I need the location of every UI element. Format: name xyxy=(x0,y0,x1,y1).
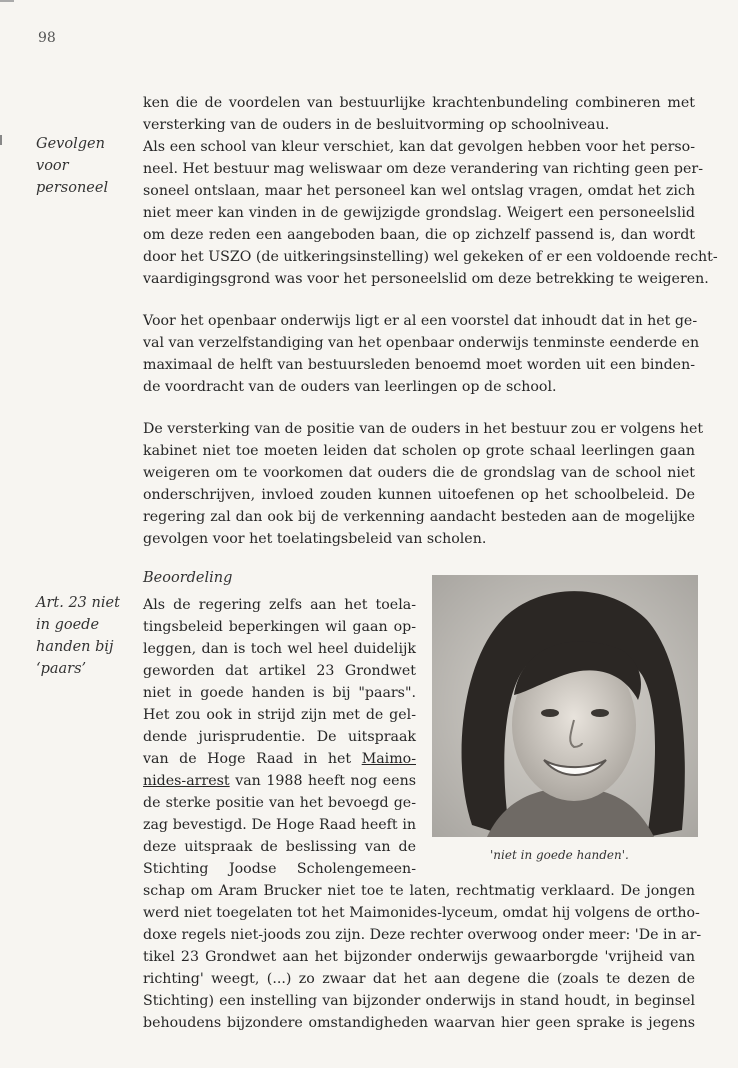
body-line: maximaal de helft van bestuursleden benoemd moet worden uit een binden- xyxy=(143,357,695,373)
body-line: zag bevestigd. De Hoge Raad heeft in xyxy=(143,817,416,833)
edge-mark xyxy=(0,135,2,145)
body-line: om deze reden een aangeboden baan, die op zichzelf passend is, dan wordt xyxy=(143,227,695,243)
body-line: door het USZO (de uitkeringsinstelling) wel gekeken of er een voldoende recht- xyxy=(143,249,718,265)
body-line: niet meer kan vinden in de gewijzigde grondslag. Weigert een personeelslid xyxy=(143,205,695,221)
margin-note-line: ‘paars’ xyxy=(36,661,87,677)
body-line: weigeren om te voorkomen dat ouders die de grondslag van de school niet xyxy=(143,465,695,481)
margin-note-line: Art. 23 niet xyxy=(36,595,120,611)
left-eye xyxy=(541,709,559,717)
body-line: richting' weegt, (...) zo zwaar dat het aan degene die (zoals te dezen de xyxy=(143,971,695,987)
page-number: 98 xyxy=(38,30,56,46)
body-line: geworden dat artikel 23 Grondwet xyxy=(143,663,416,679)
body-line: val van verzelfstandiging van het openbaar onderwijs tenminste eenderde en xyxy=(143,335,700,351)
margin-note-art23 xyxy=(36,592,128,680)
body-line: de voordracht van de ouders van leerlingen op de school. xyxy=(143,379,557,395)
body-line: Als de regering zelfs aan het toela- xyxy=(143,597,416,613)
body-line: Het zou ook in strijd zijn met de gel- xyxy=(143,707,416,723)
body-line: nides-arrest van 1988 heeft nog eens xyxy=(143,773,416,789)
margin-note-line: personeel xyxy=(36,180,109,196)
body-line: ken die de voordelen van bestuurlijke krachtenbundeling combineren met xyxy=(143,95,695,111)
body-line: De versterking van de positie van de ouders in het bestuur zou er volgens het xyxy=(143,421,704,437)
body-line: Voor het openbaar onderwijs ligt er al een voorstel dat inhoudt dat in het ge- xyxy=(143,313,698,329)
right-eye xyxy=(591,709,609,717)
body-line: doxe regels niet-joods zou zijn. Deze rechter overwoog onder meer: 'De in ar- xyxy=(143,927,702,943)
body-line: Stichting) een instelling van bijzonder onderwijs in stand houdt, in beginsel xyxy=(143,993,695,1009)
body-line: kabinet niet toe moeten leiden dat scholen op grote schaal leerlingen gaan xyxy=(143,443,695,459)
body-line: versterking van de ouders in de besluitvorming op schoolniveau. xyxy=(143,117,610,133)
body-line: schap om Aram Brucker niet toe te laten, rechtmatig verklaard. De jongen xyxy=(143,883,695,899)
body-line: Stichting Joodse Scholengemeen- xyxy=(143,861,416,877)
body-line: niet in goede handen is bij "paars". xyxy=(143,685,416,701)
photo-caption: 'niet in goede handen'. xyxy=(490,848,629,862)
crop-mark xyxy=(0,0,14,2)
body-line: soneel ontslaan, maar het personeel kan wel ontslag vragen, omdat het zich xyxy=(143,183,695,199)
margin-note-line: Gevolgen xyxy=(36,136,105,152)
body-line: onderschrijven, invloed zouden kunnen uitoefenen op het schoolbeleid. De xyxy=(143,487,695,503)
body-line: de sterke positie van het bevoegd ge- xyxy=(143,795,416,811)
margin-note-line: handen bij xyxy=(36,639,114,655)
margin-note-gevolgen xyxy=(36,133,128,199)
body-line: Als een school van kleur verschiet, kan dat gevolgen hebben voor het perso- xyxy=(143,139,695,155)
body-line: werd niet toegelaten tot het Maimonides-lyceum, omdat hij volgens de ortho- xyxy=(143,905,700,921)
body-line: vaardigingsgrond was voor het personeelslid om deze betrekking te weigeren. xyxy=(143,271,709,287)
section-subheading: Beoordeling xyxy=(143,570,233,586)
portrait-photo xyxy=(432,575,698,837)
body-line: neel. Het bestuur mag weliswaar om deze verandering van richting geen per- xyxy=(143,161,703,177)
body-line: van de Hoge Raad in het Maimo- xyxy=(143,751,416,767)
body-line: deze uitspraak de beslissing van de xyxy=(143,839,416,855)
body-line: regering zal dan ook bij de verkenning aandacht besteden aan de mogelijke xyxy=(143,509,695,525)
body-line: behoudens bijzondere omstandigheden waarvan hier geen sprake is jegens xyxy=(143,1015,695,1031)
body-line: gevolgen voor het toelatingsbeleid van scholen. xyxy=(143,531,487,547)
body-line: tikel 23 Grondwet aan het bijzonder onderwijs gewaarborgde 'vrijheid van xyxy=(143,949,695,965)
margin-note-line: in goede xyxy=(36,617,100,633)
body-line: leggen, dan is toch wel heel duidelijk xyxy=(143,641,416,657)
margin-note-line: voor xyxy=(36,158,69,174)
body-line: dende jurisprudentie. De uitspraak xyxy=(143,729,416,745)
body-line: tingsbeleid beperkingen wil gaan op- xyxy=(143,619,416,635)
